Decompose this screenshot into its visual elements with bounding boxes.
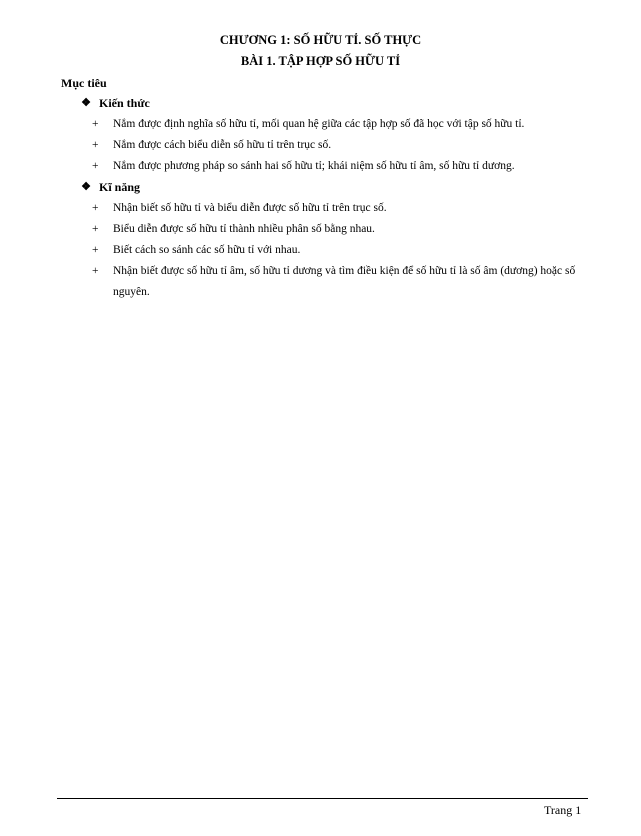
knowledge-item-text: Nắm được cách biểu diễn số hữu tỉ trên trục số.	[113, 139, 332, 151]
plus-bullet-icon: +	[92, 160, 99, 172]
plus-bullet-icon: +	[92, 118, 99, 130]
plus-bullet-icon: +	[92, 265, 99, 277]
diamond-bullet-icon: ❖	[81, 97, 91, 109]
knowledge-item-text: Nắm được phương pháp so sánh hai số hữu tỉ; khái niệm số hữu tỉ âm, số hữu tỉ dương.	[113, 160, 515, 172]
knowledge-heading-label: Kiến thức	[99, 96, 150, 110]
footer-divider	[57, 798, 588, 799]
knowledge-item-text: Nắm được định nghĩa số hữu tỉ, mối quan hệ giữa các tập hợp số đã học với tập số hữu tỉ.	[113, 118, 525, 130]
skills-item-text: Biểu diễn được số hữu tỉ thành nhiều phân số bằng nhau.	[113, 223, 375, 235]
lesson-title: BÀI 1. TẬP HỢP SỐ HỮU TỈ	[240, 54, 401, 68]
skills-item-text: Biết cách so sánh các số hữu tỉ với nhau.	[113, 244, 301, 256]
list-item	[92, 240, 592, 261]
skills-item-text: Nhận biết được số hữu tỉ âm, số hữu tỉ dương và tìm điều kiện để số hữu tỉ là số âm (dương) hoặc số nguyên.	[113, 265, 576, 298]
plus-bullet-icon: +	[92, 244, 99, 256]
list-item	[92, 198, 592, 219]
chapter-title: CHƯƠNG 1: SỐ HỮU TỈ. SỐ THỰC	[219, 33, 422, 47]
list-item	[92, 135, 592, 156]
list-item	[92, 156, 592, 177]
skills-heading	[80, 180, 140, 194]
list-item	[92, 219, 592, 240]
plus-bullet-icon: +	[92, 223, 99, 235]
plus-bullet-icon: +	[92, 202, 99, 214]
skills-item-text: Nhận biết số hữu tỉ và biểu diễn được số hữu tỉ trên trục số.	[113, 202, 387, 214]
knowledge-heading	[80, 96, 150, 110]
objectives-heading: Mục tiêu	[61, 76, 107, 90]
list-item	[92, 261, 592, 303]
diamond-bullet-icon: ❖	[81, 181, 91, 193]
page-number: Trang 1	[544, 803, 582, 817]
skills-heading-label: Kĩ năng	[99, 180, 141, 194]
plus-bullet-icon: +	[92, 139, 99, 151]
list-item	[92, 114, 592, 135]
